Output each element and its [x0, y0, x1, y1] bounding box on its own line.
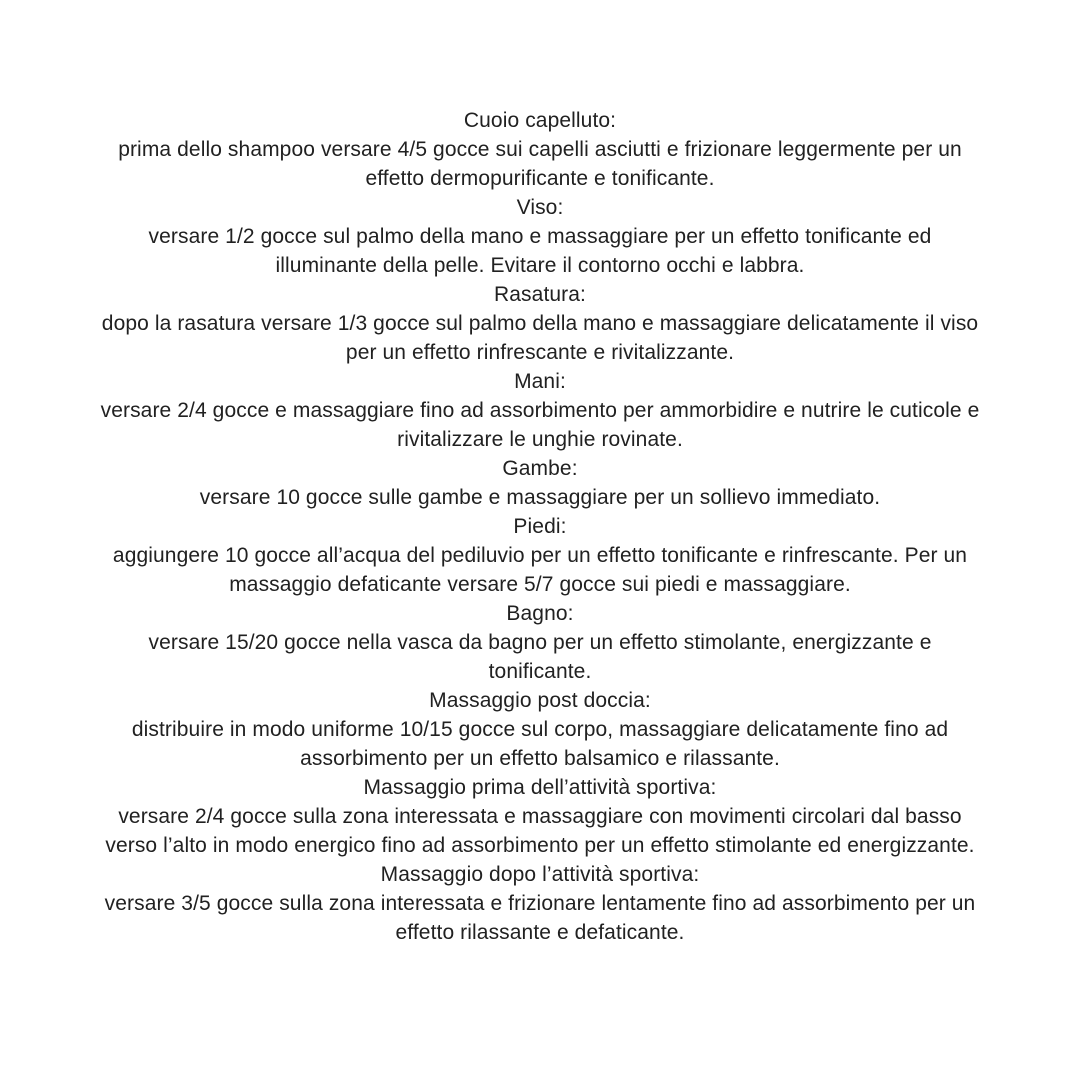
section-feet — [98, 512, 982, 599]
section-body: versare 10 gocce sulle gambe e massaggiare per un sollievo immediato. — [199, 486, 881, 509]
section-title: Bagno: — [506, 602, 574, 625]
section-title: Viso: — [516, 196, 564, 219]
section-title: Piedi: — [513, 515, 567, 538]
section-post-sport-massage — [98, 860, 982, 947]
section-title: Mani: — [514, 370, 566, 393]
section-pre-sport-massage — [98, 773, 982, 860]
section-legs — [98, 454, 982, 512]
section-body: prima dello shampoo versare 4/5 gocce sui capelli asciutti e frizionare leggermente per un effetto dermopurificante e tonificante. — [118, 138, 962, 190]
instructions-text-block — [98, 0, 982, 1080]
section-shaving — [98, 280, 982, 367]
section-body: versare 2/4 gocce sulla zona interessata e massaggiare con movimenti circolari dal basso verso l’alto in modo energico fino ad assorbimento per un effetto stimolante ed energizzante. — [105, 805, 975, 857]
section-body: versare 1/2 gocce sul palmo della mano e massaggiare per un effetto tonificante ed illuminante della pelle. Evitare il contorno occhi e labbra. — [148, 225, 932, 277]
section-post-shower-massage — [98, 686, 982, 773]
section-title: Massaggio dopo l’attività sportiva: — [380, 863, 700, 886]
section-body: versare 3/5 gocce sulla zona interessata e frizionare lentamente fino ad assorbimento per un effetto rilassante e defaticante. — [104, 892, 976, 944]
section-bath — [98, 599, 982, 686]
section-body: aggiungere 10 gocce all’acqua del pediluvio per un effetto tonificante e rinfrescante. Per un massaggio defaticante versare 5/7 gocce sui piedi e massaggiare. — [112, 544, 968, 596]
section-title: Rasatura: — [494, 283, 586, 306]
section-body: distribuire in modo uniforme 10/15 gocce sul corpo, massaggiare delicatamente fino ad assorbimento per un effetto balsamico e rilassante. — [131, 718, 949, 770]
section-hands — [98, 367, 982, 454]
section-body: versare 2/4 gocce e massaggiare fino ad assorbimento per ammorbidire e nutrire le cuticole e rivitalizzare le unghie rovinate. — [100, 399, 980, 451]
section-body: dopo la rasatura versare 1/3 gocce sul palmo della mano e massaggiare delicatamente il viso per un effetto rinfrescante e rivitalizzante. — [101, 312, 979, 364]
section-title: Massaggio prima dell’attività sportiva: — [363, 776, 717, 799]
section-face — [98, 193, 982, 280]
section-title: Cuoio capelluto: — [463, 109, 617, 132]
section-title: Gambe: — [502, 457, 578, 480]
section-scalp — [98, 106, 982, 193]
section-title: Massaggio post doccia: — [429, 689, 651, 712]
section-body: versare 15/20 gocce nella vasca da bagno per un effetto stimolante, energizzante e tonificante. — [148, 631, 932, 683]
